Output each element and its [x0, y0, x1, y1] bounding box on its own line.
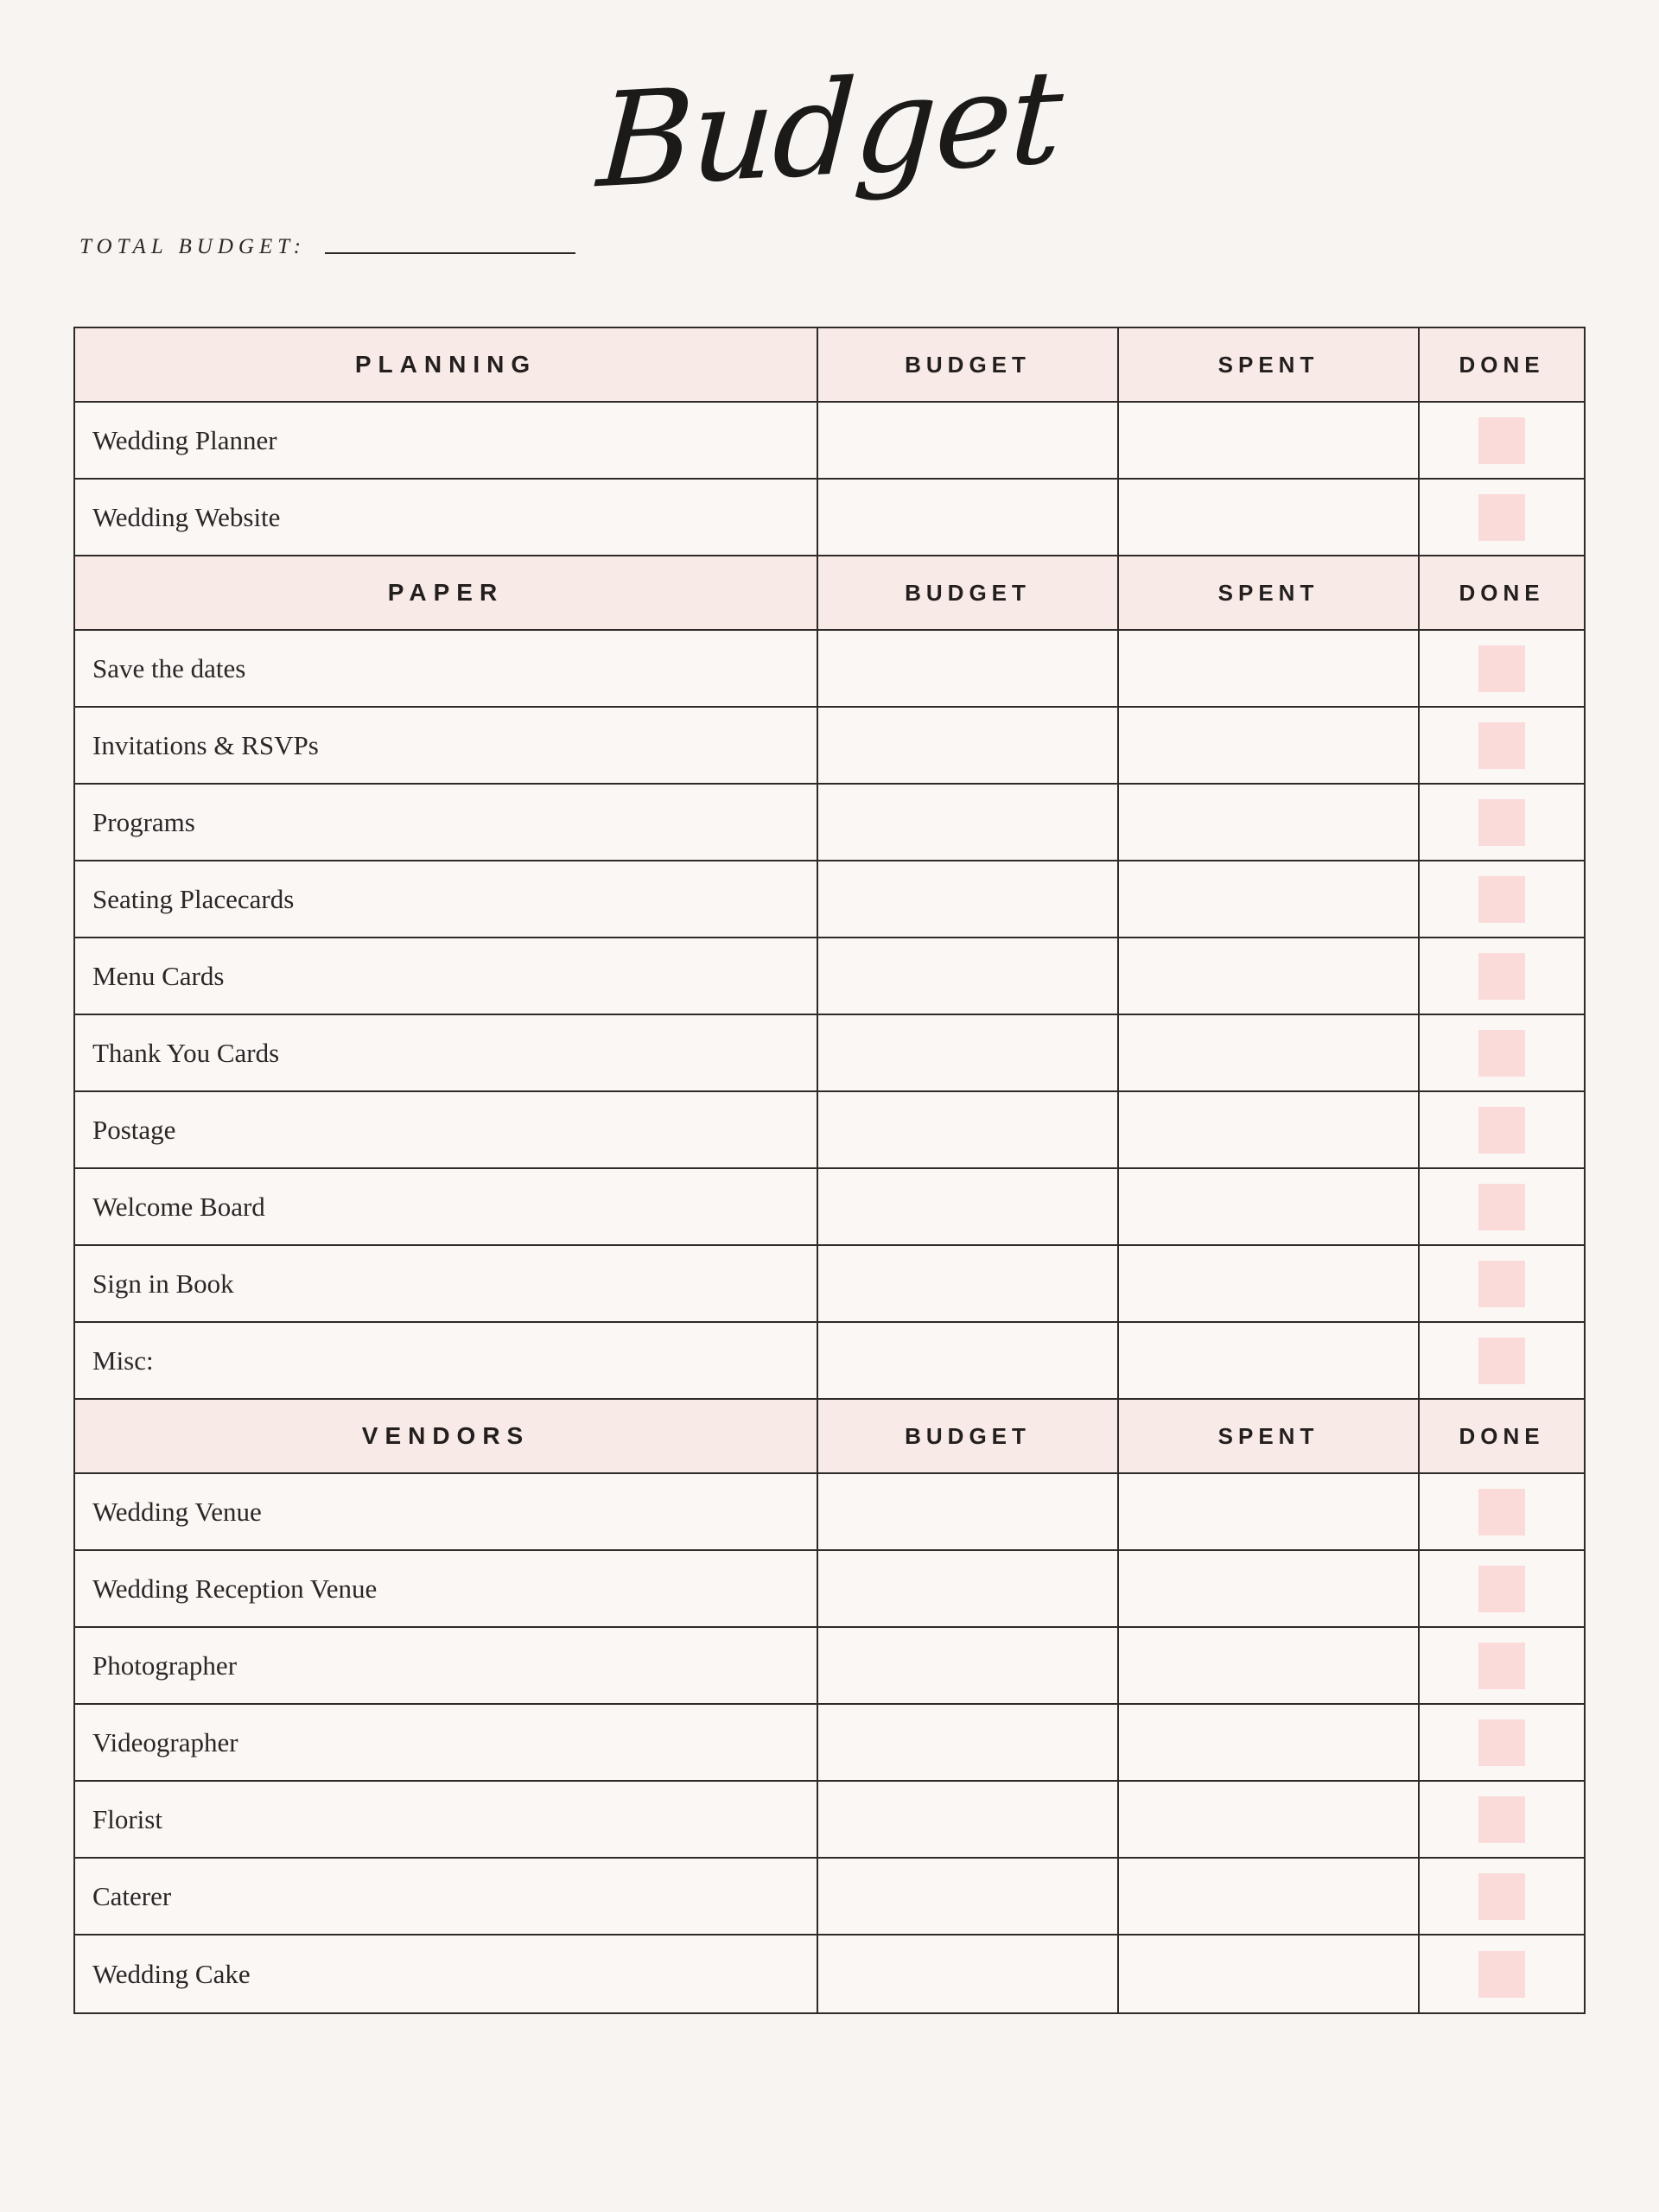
done-checkbox[interactable] — [1478, 1643, 1525, 1689]
section-header-row — [75, 328, 1584, 403]
section-title: PAPER — [75, 556, 818, 629]
item-budget-input[interactable] — [818, 861, 1119, 937]
item-spent-input[interactable] — [1119, 1782, 1420, 1857]
item-spent-input[interactable] — [1119, 785, 1420, 860]
total-budget-input[interactable] — [325, 251, 575, 254]
item-spent-input[interactable] — [1119, 861, 1420, 937]
column-header-spent: SPENT — [1119, 328, 1420, 401]
table-row — [75, 1782, 1584, 1859]
table-row — [75, 1551, 1584, 1628]
item-done-cell — [1420, 1551, 1584, 1626]
done-checkbox[interactable] — [1478, 1030, 1525, 1077]
item-name: Wedding Reception Venue — [75, 1551, 818, 1626]
item-done-cell — [1420, 861, 1584, 937]
done-checkbox[interactable] — [1478, 417, 1525, 464]
item-done-cell — [1420, 1936, 1584, 2012]
item-done-cell — [1420, 1474, 1584, 1549]
table-row — [75, 1015, 1584, 1092]
item-done-cell — [1420, 480, 1584, 555]
item-budget-input[interactable] — [818, 1705, 1119, 1780]
done-checkbox[interactable] — [1478, 1107, 1525, 1154]
done-checkbox[interactable] — [1478, 876, 1525, 923]
done-checkbox[interactable] — [1478, 1796, 1525, 1843]
item-name: Wedding Planner — [75, 403, 818, 478]
column-header-done: DONE — [1459, 579, 1545, 606]
item-done-cell — [1420, 785, 1584, 860]
item-budget-input[interactable] — [818, 938, 1119, 1014]
item-spent-input[interactable] — [1119, 1015, 1420, 1090]
item-budget-input[interactable] — [818, 1474, 1119, 1549]
done-checkbox[interactable] — [1478, 1338, 1525, 1384]
item-done-cell — [1420, 1705, 1584, 1780]
done-checkbox[interactable] — [1478, 722, 1525, 769]
done-checkbox[interactable] — [1478, 494, 1525, 541]
item-spent-input[interactable] — [1119, 1246, 1420, 1321]
item-budget-input[interactable] — [818, 403, 1119, 478]
table-row — [75, 1169, 1584, 1246]
item-done-cell — [1420, 1323, 1584, 1398]
table-row — [75, 631, 1584, 708]
item-budget-input[interactable] — [818, 1936, 1119, 2012]
item-spent-input[interactable] — [1119, 708, 1420, 783]
section-title: VENDORS — [75, 1400, 818, 1472]
done-checkbox[interactable] — [1478, 1873, 1525, 1920]
done-checkbox[interactable] — [1478, 1184, 1525, 1230]
table-row — [75, 938, 1584, 1015]
item-budget-input[interactable] — [818, 1169, 1119, 1244]
done-checkbox[interactable] — [1478, 1951, 1525, 1998]
done-checkbox[interactable] — [1478, 1261, 1525, 1307]
total-budget-row — [79, 235, 575, 259]
item-name: Wedding Website — [75, 480, 818, 555]
done-checkbox[interactable] — [1478, 1719, 1525, 1766]
item-spent-input[interactable] — [1119, 1705, 1420, 1780]
table-row — [75, 1628, 1584, 1705]
item-name: Wedding Venue — [75, 1474, 818, 1549]
item-spent-input[interactable] — [1119, 938, 1420, 1014]
item-spent-input[interactable] — [1119, 1936, 1420, 2012]
budget-table — [73, 327, 1586, 2014]
column-header-budget: BUDGET — [818, 556, 1119, 629]
column-header-budget: BUDGET — [818, 328, 1119, 401]
item-name: Misc: — [75, 1323, 818, 1398]
item-spent-input[interactable] — [1119, 480, 1420, 555]
item-spent-input[interactable] — [1119, 1474, 1420, 1549]
column-header-spent: SPENT — [1119, 1400, 1420, 1472]
item-budget-input[interactable] — [818, 1628, 1119, 1703]
item-spent-input[interactable] — [1119, 1628, 1420, 1703]
item-spent-input[interactable] — [1119, 1859, 1420, 1934]
item-spent-input[interactable] — [1119, 1169, 1420, 1244]
table-row — [75, 708, 1584, 785]
table-row — [75, 403, 1584, 480]
section-header-row — [75, 1400, 1584, 1474]
item-name: Videographer — [75, 1705, 818, 1780]
item-name: Save the dates — [75, 631, 818, 706]
item-budget-input[interactable] — [818, 1246, 1119, 1321]
done-checkbox[interactable] — [1478, 953, 1525, 1000]
item-budget-input[interactable] — [818, 1551, 1119, 1626]
item-name: Sign in Book — [75, 1246, 818, 1321]
item-name: Programs — [75, 785, 818, 860]
table-row — [75, 1246, 1584, 1323]
item-name: Invitations & RSVPs — [75, 708, 818, 783]
item-done-cell — [1420, 1015, 1584, 1090]
item-budget-input[interactable] — [818, 631, 1119, 706]
item-name: Wedding Cake — [75, 1936, 818, 2012]
item-done-cell — [1420, 631, 1584, 706]
section-header-row — [75, 556, 1584, 631]
item-name: Seating Placecards — [75, 861, 818, 937]
item-done-cell — [1420, 708, 1584, 783]
item-budget-input[interactable] — [818, 480, 1119, 555]
column-header-done: DONE — [1459, 1422, 1545, 1449]
item-name: Postage — [75, 1092, 818, 1167]
item-name: Welcome Board — [75, 1169, 818, 1244]
table-row — [75, 785, 1584, 861]
item-name: Florist — [75, 1782, 818, 1857]
table-row — [75, 480, 1584, 556]
item-done-cell — [1420, 1628, 1584, 1703]
item-budget-input[interactable] — [818, 1015, 1119, 1090]
item-spent-input[interactable] — [1119, 1551, 1420, 1626]
done-checkbox[interactable] — [1478, 1489, 1525, 1535]
item-done-cell — [1420, 1246, 1584, 1321]
item-budget-input[interactable] — [818, 1782, 1119, 1857]
table-row — [75, 1323, 1584, 1400]
column-header-budget: BUDGET — [818, 1400, 1119, 1472]
done-checkbox[interactable] — [1478, 799, 1525, 846]
item-name: Photographer — [75, 1628, 818, 1703]
item-name: Thank You Cards — [75, 1015, 818, 1090]
item-budget-input[interactable] — [818, 1092, 1119, 1167]
table-row — [75, 861, 1584, 938]
item-done-cell — [1420, 403, 1584, 478]
item-done-cell — [1420, 1859, 1584, 1934]
done-checkbox[interactable] — [1478, 1566, 1525, 1612]
item-done-cell — [1420, 1169, 1584, 1244]
column-header-spent: SPENT — [1119, 556, 1420, 629]
item-done-cell — [1420, 938, 1584, 1014]
section-title: PLANNING — [75, 328, 818, 401]
item-spent-input[interactable] — [1119, 631, 1420, 706]
item-done-cell — [1420, 1782, 1584, 1857]
table-row — [75, 1092, 1584, 1169]
total-budget-label: TOTAL BUDGET: — [79, 235, 307, 258]
item-budget-input[interactable] — [818, 1323, 1119, 1398]
item-budget-input[interactable] — [818, 708, 1119, 783]
table-row — [75, 1705, 1584, 1782]
item-spent-input[interactable] — [1119, 403, 1420, 478]
item-budget-input[interactable] — [818, 785, 1119, 860]
table-row — [75, 1474, 1584, 1551]
item-spent-input[interactable] — [1119, 1092, 1420, 1167]
item-done-cell — [1420, 1092, 1584, 1167]
column-header-done: DONE — [1459, 351, 1545, 378]
page-title: Budget — [594, 41, 1065, 218]
page-title-area — [73, 0, 1586, 251]
item-spent-input[interactable] — [1119, 1323, 1420, 1398]
table-row — [75, 1936, 1584, 2012]
item-name: Menu Cards — [75, 938, 818, 1014]
item-name: Caterer — [75, 1859, 818, 1934]
item-budget-input[interactable] — [818, 1859, 1119, 1934]
table-row — [75, 1859, 1584, 1936]
done-checkbox[interactable] — [1478, 645, 1525, 692]
